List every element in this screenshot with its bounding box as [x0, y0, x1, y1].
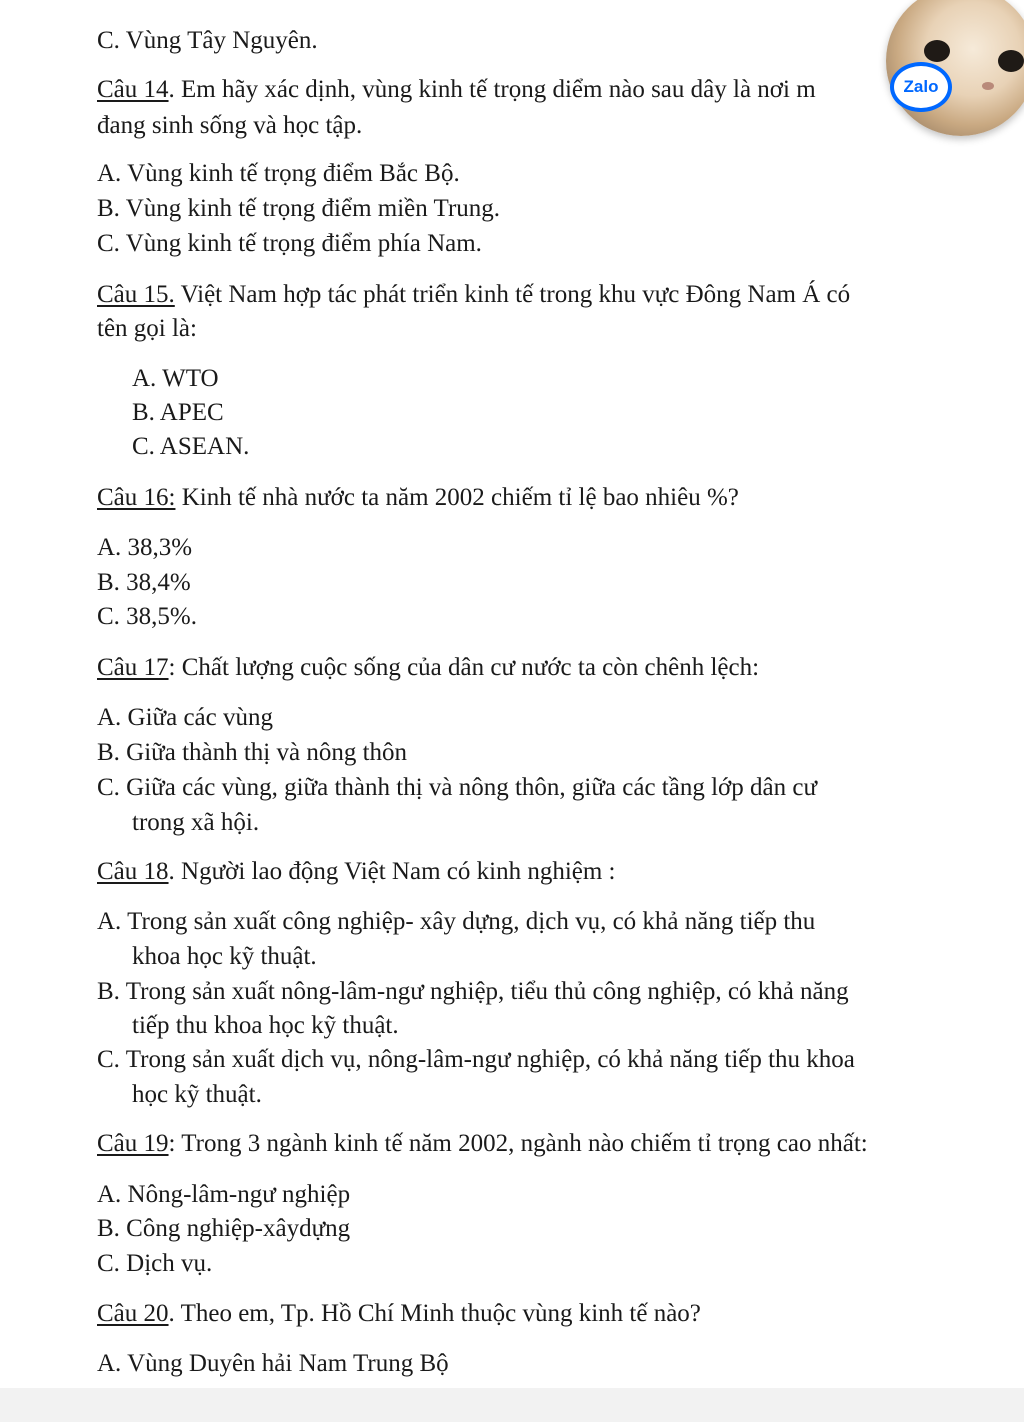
line-text: trong xã hội.: [132, 809, 260, 836]
line-text: B. 38,4%: [97, 569, 191, 596]
doc-line: [97, 314, 197, 344]
question-15-stem: [97, 280, 850, 310]
line-text: C. Giữa các vùng, giữa thành thị và nông thôn, giữa các tầng lớp dân cư: [97, 774, 818, 801]
line-text: B. Trong sản xuất nông-lâm-ngư nghiệp, tiểu thủ công nghiệp, có khả năng: [97, 978, 849, 1005]
line-text: A. WTO: [132, 365, 219, 392]
answer-option: [97, 533, 192, 563]
answer-option: [132, 432, 249, 462]
line-text: khoa học kỹ thuật.: [132, 943, 317, 970]
answer-option: [97, 568, 191, 598]
line-text: A. Nông-lâm-ngư nghiệp: [97, 1181, 351, 1208]
question-label: Câu 19: [97, 1130, 169, 1157]
line-text: Việt Nam hợp tác phát triển kinh tế trong khu vực Đông Nam Á có: [174, 281, 851, 308]
question-14-stem: [97, 75, 881, 105]
cat-eye-icon: [924, 40, 950, 62]
answer-option: [97, 738, 407, 768]
line-text: . Theo em, Tp. Hồ Chí Minh thuộc vùng kinh tế nào?: [168, 1300, 701, 1327]
question-19-stem: [97, 1129, 868, 1159]
answer-option: [97, 229, 482, 259]
line-text: A. Giữa các vùng: [97, 704, 273, 731]
question-label: Câu 20: [97, 1300, 169, 1327]
line-text: A. 38,3%: [97, 534, 193, 561]
line-text: tên gọi là:: [97, 315, 197, 342]
line-text: . Em hãy xác dịnh, vùng kinh tế trọng diểm nào sau dây là nơi m: [168, 76, 816, 103]
line-text: A. Vùng kinh tế trọng điểm Bắc Bộ.: [97, 160, 460, 187]
answer-option: [97, 1045, 855, 1075]
line-text: B. Giữa thành thị và nông thôn: [97, 739, 408, 766]
answer-option: [97, 602, 197, 632]
line-text: B. Vùng kinh tế trọng điểm miền Trung.: [97, 195, 501, 222]
question-20-stem: [97, 1299, 701, 1329]
line-text: tiếp thu khoa học kỹ thuật.: [132, 1012, 399, 1039]
answer-option: [97, 159, 460, 189]
line-text: C. Vùng kinh tế trọng điểm phía Nam.: [97, 230, 482, 257]
line-text: C. Trong sản xuất dịch vụ, nông-lâm-ngư nghiệp, có khả năng tiếp thu khoa: [97, 1046, 855, 1073]
line-text: A. Trong sản xuất công nghiệp- xây dựng, dịch vụ, có khả năng tiếp thu: [97, 908, 816, 935]
answer-option-continued: [132, 942, 317, 972]
answer-option: [97, 1349, 449, 1379]
zalo-label: Zalo: [903, 77, 939, 96]
question-label: Câu 17: [97, 654, 169, 681]
answer-option: [97, 907, 815, 937]
answer-option: [132, 398, 224, 428]
question-label: Câu 14: [97, 76, 169, 103]
answer-option: [97, 773, 817, 803]
zalo-badge-icon[interactable]: [890, 62, 952, 112]
question-label: Câu 16:: [97, 484, 176, 511]
cat-eye-icon: [998, 50, 1024, 72]
question-16-stem: [97, 483, 739, 513]
answer-option-continued: [132, 1080, 262, 1110]
line-text: Kinh tế nhà nước ta năm 2002 chiếm tỉ lệ bao nhiêu %?: [175, 484, 739, 511]
question-17-stem: [97, 653, 759, 683]
question-18-stem: [97, 857, 616, 887]
answer-option: [97, 977, 849, 1007]
answer-option: [132, 364, 219, 394]
question-label: Câu 15.: [97, 281, 175, 308]
line-text: đang sinh sống và học tập.: [97, 112, 363, 139]
answer-option: [97, 194, 500, 224]
line-text: : Chất lượng cuộc sống của dân cư nước ta còn chênh lệch:: [168, 654, 760, 681]
line-text: . Người lao động Việt Nam có kinh nghiệm :: [168, 858, 616, 885]
line-text: B. APEC: [132, 399, 224, 426]
line-text: C. Vùng Tây Nguyên.: [97, 27, 318, 54]
question-label: Câu 18: [97, 858, 169, 885]
cat-nose-icon: [982, 82, 994, 90]
answer-option: [97, 1180, 350, 1210]
line-text: : Trong 3 ngành kinh tế năm 2002, ngành nào chiếm tỉ trọng cao nhất:: [168, 1130, 868, 1157]
answer-option: [97, 1214, 350, 1244]
answer-option: [97, 703, 273, 733]
line-text: A. Vùng Duyên hải Nam Trung Bộ: [97, 1350, 449, 1377]
line-text: C. 38,5%.: [97, 603, 197, 630]
line-text: B. Công nghiệp-xâydựng: [97, 1215, 351, 1242]
doc-line: [97, 26, 877, 56]
line-text: học kỹ thuật.: [132, 1081, 262, 1108]
answer-option-continued: [132, 808, 259, 838]
answer-option: [97, 1249, 212, 1279]
line-text: C. Dịch vụ.: [97, 1250, 213, 1277]
line-text: C. ASEAN.: [132, 433, 250, 460]
doc-line: [97, 111, 362, 141]
answer-option-continued: [132, 1011, 399, 1041]
